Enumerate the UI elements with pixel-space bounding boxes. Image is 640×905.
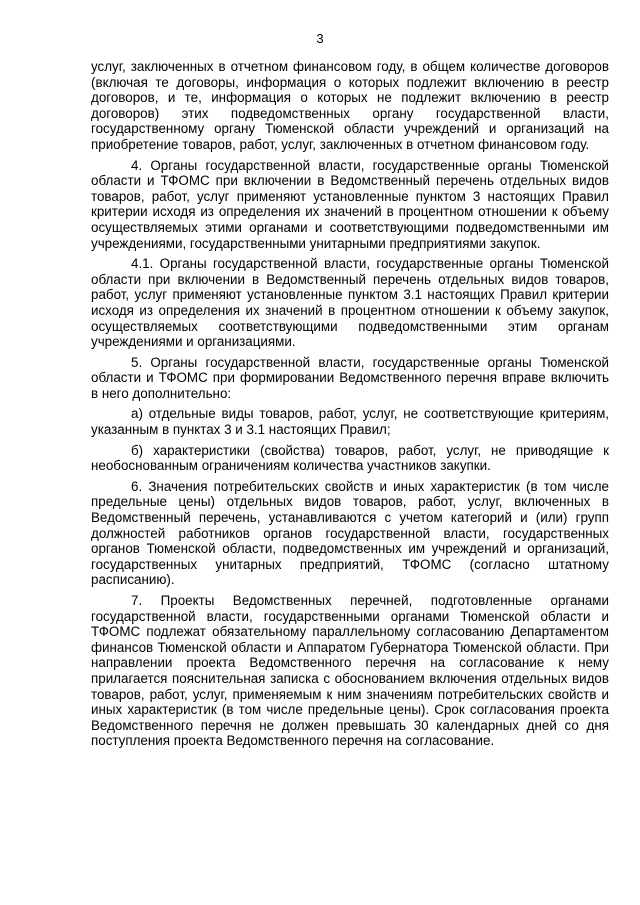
paragraph-item-4-1: 4.1. Органы государственной власти, государственные органы Тюменской области при включении в Ведомственный перечень отдельных видов товаров, работ, услуг применяют установленные пунктом 3.1 настоящих Правил критерии исходя из определения их значений в процентном отношении к объему закупок, осуществляемых соответствующими подведомственными этим органам учреждениями и организациями. [91, 256, 609, 350]
paragraph-item-5: 5. Органы государственной власти, государственные органы Тюменской области и ТФОМС при формировании Ведомственного перечня вправе включить в него дополнительно: [91, 354, 609, 401]
paragraph-continuation: услуг, заключенных в отчетном финансовом году, в общем количестве договоров (включая те договоры, информация о которых подлежит включению в реестр договоров, и те, информация о которых не подлежит включению в реестр договоров) этих подведомственных органу государственной власти, государственному органу Тюменской области учреждений и организаций на приобретение товаров, работ, услуг, заключенных в отчетном финансовом году. [91, 59, 609, 152]
page-number: 3 [316, 31, 324, 46]
paragraph-item-5-a: а) отдельные виды товаров, работ, услуг, не соответствующие критериям, указанным в пунктах 3 и 3.1 настоящих Правил; [91, 406, 609, 438]
document-body [91, 59, 609, 754]
paragraph-item-6: 6. Значения потребительских свойств и иных характеристик (в том числе предельные цены) отдельных видов товаров, работ, услуг, включенных в Ведомственный перечень, устанавливаются с учетом категорий и (или) групп должностей работников органов государственной власти, государственных органов Тюменской области, подведомственных им учреждений и организаций, государственных унитарных предприятий, ТФОМС (согласно штатному расписанию). [91, 478, 609, 588]
paragraph-item-4: 4. Органы государственной власти, государственные органы Тюменской области и ТФОМС при включении в Ведомственный перечень отдельных видов товаров, работ, услуг применяют установленные пунктом 3 настоящих Правил критерии исходя из определения их значений в процентном отношении к объему осуществляемых этими органами и соответствующими подведомственными им учреждениями, государственными унитарными предприятиями закупок. [91, 157, 609, 251]
paragraph-item-5-b: б) характеристики (свойства) товаров, работ, услуг, не приводящие к необоснованным ограничениям количества участников закупки. [91, 442, 609, 474]
paragraph-item-7: 7. Проекты Ведомственных перечней, подготовленные органами государственной власти, государственными органами Тюменской области и ТФОМС подлежат обязательному параллельному согласованию Департаментом финансов Тюменской области и Аппаратом Губернатора Тюменской области. При направлении проекта Ведомственного перечня на согласование к нему прилагается пояснительная записка с обоснованием включения отдельных видов товаров, работ, услуг, применяемым к ним значениям потребительских свойств и иных характеристик (в том числе предельные цены). Срок согласования проекта Ведомственного перечня не должен превышать 30 календарных дней со дня поступления проекта Ведомственного перечня на согласование. [91, 593, 609, 749]
